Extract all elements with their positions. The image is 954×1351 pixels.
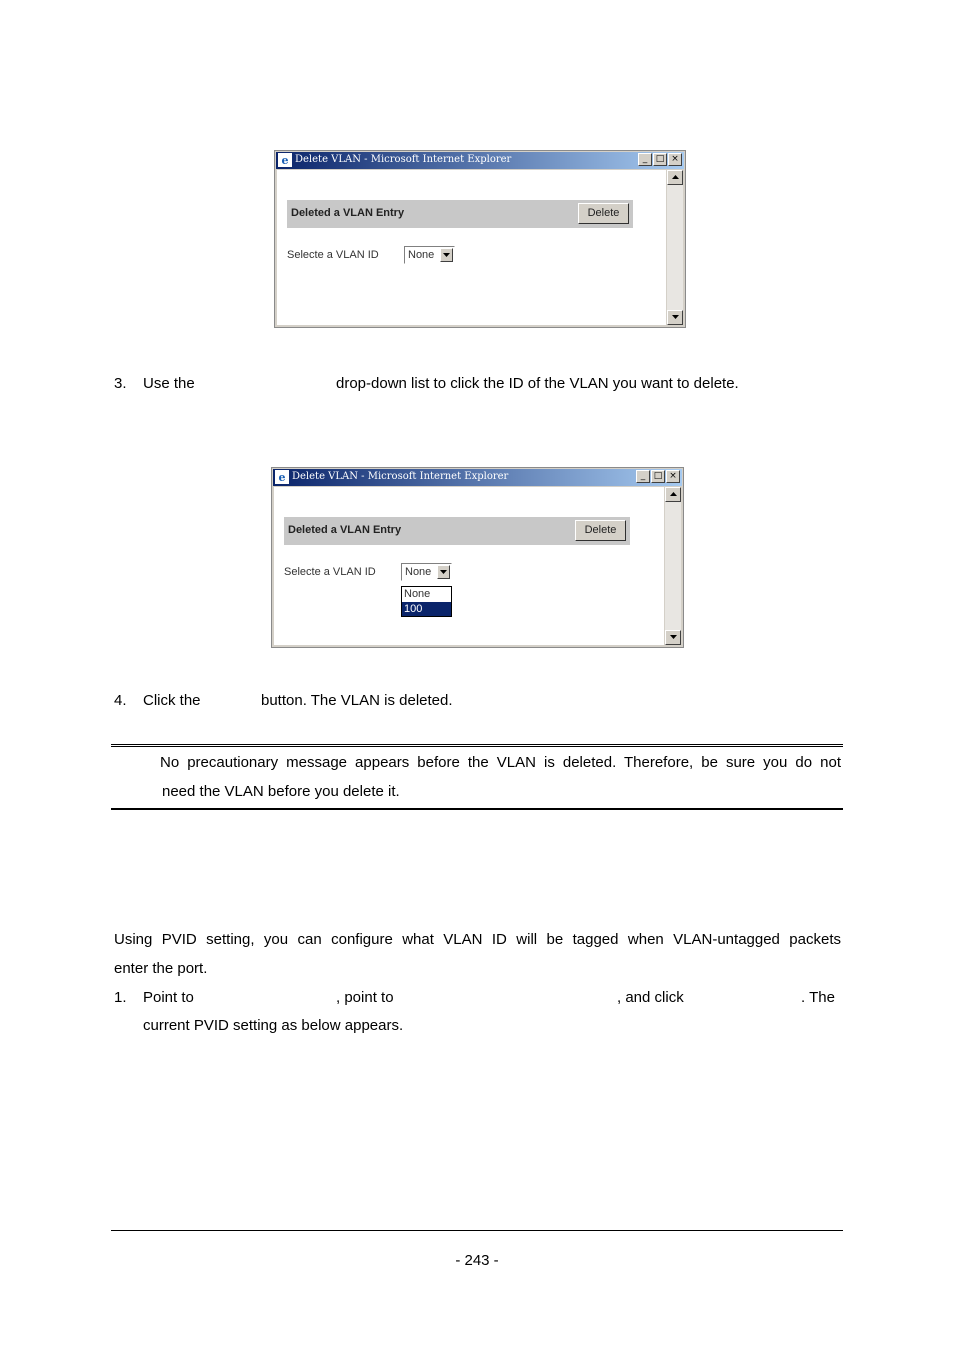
vertical-scrollbar[interactable] xyxy=(667,170,683,325)
section-header xyxy=(284,517,630,545)
chevron-down-icon[interactable] xyxy=(440,248,453,262)
pvid-paragraph-line-1: Using PVID setting, you can configure what VLAN ID will be tagged when VLAN-untagged packets xyxy=(114,931,841,948)
close-button[interactable]: × xyxy=(666,470,680,483)
step-4-text-start: Click the xyxy=(143,692,201,709)
svg-text:e: e xyxy=(281,154,289,167)
window-title: Delete VLAN - Microsoft Internet Explorer xyxy=(292,471,509,482)
option-none[interactable]: None xyxy=(404,588,431,600)
minimize-button[interactable]: _ xyxy=(636,470,650,483)
svg-text:e: e xyxy=(278,471,286,484)
vertical-scrollbar[interactable] xyxy=(665,487,681,645)
page-number: - 243 - xyxy=(455,1252,499,1269)
vlan-id-select[interactable] xyxy=(401,563,452,581)
select-value: None xyxy=(405,566,432,578)
step-4-number: 4. xyxy=(114,692,127,709)
step-4-text-end: button. The VLAN is deleted. xyxy=(261,692,453,709)
minimize-button[interactable]: _ xyxy=(638,153,652,166)
note-top-rule xyxy=(111,744,843,745)
title-bar xyxy=(276,152,684,169)
pvid-paragraph-line-2: enter the port. xyxy=(114,960,208,977)
note-bottom-rule xyxy=(111,808,843,810)
ie-logo-icon xyxy=(275,470,289,484)
step-3-text-start: Use the xyxy=(143,375,195,392)
section-label: Deleted a VLAN Entry xyxy=(291,207,405,219)
scroll-down-icon[interactable] xyxy=(667,310,683,325)
title-bar xyxy=(273,469,682,486)
section-header xyxy=(287,200,633,228)
vlan-id-label: Selecte a VLAN ID xyxy=(284,566,376,578)
option-100[interactable]: 100 xyxy=(402,602,451,616)
maximize-button[interactable]: □ xyxy=(653,153,667,166)
pvid-step-1-part-b: , point to xyxy=(336,989,394,1006)
section-label: Deleted a VLAN Entry xyxy=(288,524,402,536)
pvid-step-1-part-c: , and click xyxy=(617,989,684,1006)
note-line-1: No precautionary message appears before the VLAN is deleted. Therefore, be sure you do not xyxy=(160,754,841,771)
select-value: None xyxy=(408,249,435,261)
delete-button[interactable]: Delete xyxy=(575,520,626,541)
note-line-2: need the VLAN before you delete it. xyxy=(162,783,400,800)
page-content xyxy=(274,487,664,645)
window-title: Delete VLAN - Microsoft Internet Explorer xyxy=(295,154,512,165)
pvid-step-1-number: 1. xyxy=(114,989,127,1006)
vlan-id-label: Selecte a VLAN ID xyxy=(287,249,379,261)
delete-button[interactable]: Delete xyxy=(578,203,629,224)
ie-logo-icon xyxy=(278,153,292,167)
scroll-up-icon[interactable] xyxy=(667,170,683,185)
scroll-up-icon[interactable] xyxy=(665,487,681,502)
footer-rule xyxy=(111,1230,843,1231)
page-content xyxy=(277,170,666,325)
ie-window-2 xyxy=(271,467,684,648)
pvid-step-1-part-d: . The xyxy=(801,989,835,1006)
step-3-text-end: drop-down list to click the ID of the VLAN you want to delete. xyxy=(336,375,739,392)
maximize-button[interactable]: □ xyxy=(651,470,665,483)
ie-window-1 xyxy=(274,150,686,328)
close-button[interactable]: × xyxy=(668,153,682,166)
chevron-down-icon[interactable] xyxy=(437,565,450,579)
scroll-down-icon[interactable] xyxy=(665,630,681,645)
note-top-rule-2 xyxy=(111,746,843,747)
pvid-step-1-part-a: Point to xyxy=(143,989,194,1006)
pvid-step-1-line-2: current PVID setting as below appears. xyxy=(143,1017,404,1034)
step-3-number: 3. xyxy=(114,375,127,392)
vlan-id-select[interactable] xyxy=(404,246,455,264)
vlan-id-dropdown-list xyxy=(401,586,452,617)
